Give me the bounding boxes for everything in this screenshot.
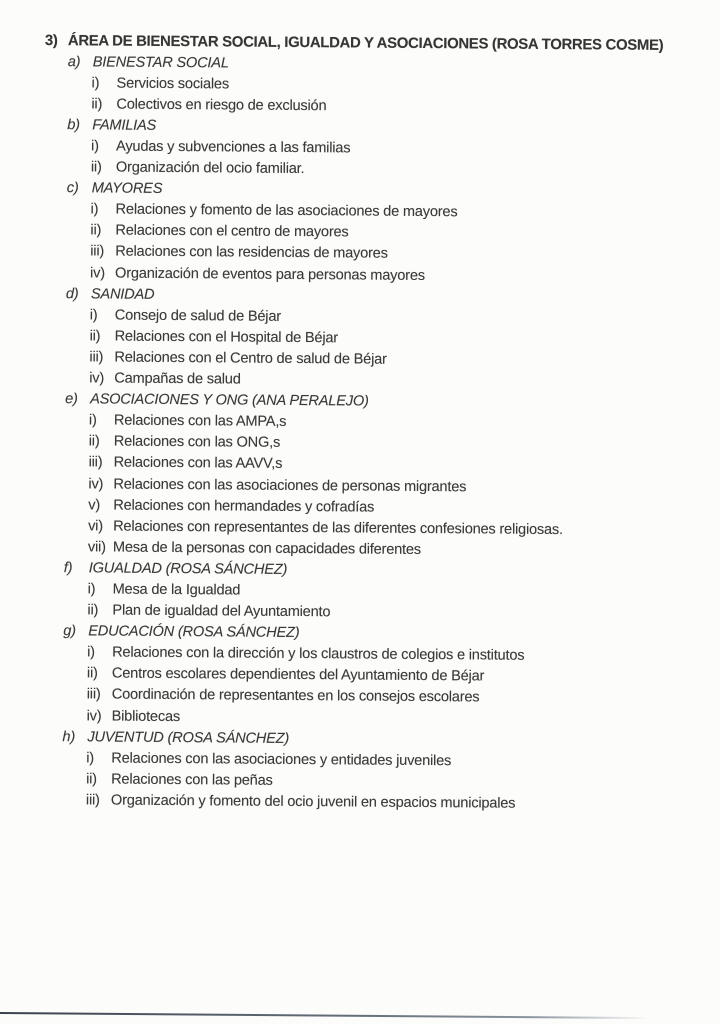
section-heading: IGUALDAD (ROSA SÁNCHEZ): [88, 560, 288, 578]
item-text: Relaciones con la dirección y los claustros de colegios e institutos: [112, 644, 525, 665]
item-text: Relaciones con el Hospital de Béjar: [114, 328, 339, 347]
item-text: Organización y fomento del ocio juvenil en espacios municipales: [110, 792, 516, 812]
section-letter: h): [62, 728, 76, 745]
item-text: Ayudas y subvenciones a las familias: [116, 138, 351, 157]
item-numeral: iii): [85, 792, 100, 809]
item-text: Organización del ocio familiar.: [115, 159, 305, 178]
item-numeral: i): [87, 644, 95, 661]
section-letter: g): [63, 623, 76, 640]
outline-heading-title: ÁREA DE BIENESTAR SOCIAL, IGUALDAD Y ASOCIACIONES (ROSA TORRES COSME): [67, 32, 664, 54]
section-heading: JUVENTUD (ROSA SÁNCHEZ): [87, 728, 290, 747]
outline-list: [39, 30, 685, 815]
item-numeral: ii): [86, 665, 98, 682]
section-letter: b): [67, 117, 80, 134]
item-text: Relaciones con representantes de las diferentes confesiones religiosas.: [113, 518, 563, 538]
section-letter: f): [63, 560, 73, 577]
item-numeral: v): [88, 496, 101, 514]
item-numeral: iii): [90, 243, 105, 260]
item-numeral: i): [88, 412, 97, 429]
item-numeral: ii): [88, 433, 100, 450]
item-text: Mesa de la Igualdad: [112, 581, 241, 599]
item-numeral: iii): [86, 686, 101, 703]
item-text: Plan de igualdad del Ayuntamiento: [112, 602, 331, 621]
item-numeral: iv): [88, 475, 104, 492]
section-heading: EDUCACIÓN (ROSA SÁNCHEZ): [88, 623, 300, 642]
section-heading: MAYORES: [91, 180, 163, 198]
item-text: Relaciones con el centro de mayores: [115, 222, 349, 241]
item-numeral: iv): [90, 264, 105, 282]
section-letter: a): [67, 53, 81, 70]
item-numeral: ii): [86, 771, 97, 788]
scanner-edge-artifact: [0, 1012, 662, 1019]
item-text: Consejo de salud de Béjar: [114, 307, 282, 325]
item-text: Relaciones con hermandades y cofradías: [113, 497, 375, 516]
item-numeral: i): [91, 138, 99, 155]
item-text: Relaciones con las asociaciones y entidades juveniles: [111, 750, 452, 769]
item-text: Servicios sociales: [116, 75, 230, 93]
item-text: Relaciones con las peñas: [111, 771, 273, 789]
item-text: Relaciones con las ONG,s: [113, 433, 281, 452]
item-numeral: vii): [87, 539, 106, 556]
item-numeral: i): [89, 307, 98, 324]
item-text: Relaciones y fomento de las asociaciones de mayores: [115, 201, 458, 221]
section-letter: e): [65, 391, 78, 408]
item-row: [39, 789, 679, 815]
item-text: Centros escolares dependientes del Ayuntamiento de Béjar: [111, 665, 485, 685]
item-numeral: iii): [88, 454, 103, 471]
item-numeral: ii): [90, 159, 102, 176]
item-text: Relaciones con las AAVV,s: [113, 454, 283, 473]
item-text: Campañas de salud: [114, 370, 241, 388]
item-text: Relaciones con el Centro de salud de Béjar: [114, 349, 387, 368]
item-numeral: iv): [89, 370, 105, 387]
section-letter: c): [66, 180, 79, 197]
item-text: Relaciones con las residencias de mayores: [115, 244, 388, 263]
item-numeral: i): [90, 201, 99, 218]
item-numeral: iii): [89, 349, 104, 366]
item-text: Relaciones con las asociaciones de personas migrantes: [113, 476, 467, 495]
item-numeral: i): [86, 750, 95, 767]
section-heading: ASOCIACIONES Y ONG (ANA PERALEJO): [90, 391, 369, 410]
item-numeral: vi): [88, 518, 103, 535]
item-numeral: ii): [90, 222, 102, 239]
item-text: Organización de eventos para personas mayores: [115, 265, 425, 284]
item-text: Relaciones con las AMPA,s: [113, 412, 287, 431]
item-numeral: ii): [87, 602, 99, 619]
outline-heading-number: 3): [44, 32, 58, 49]
item-text: Colectivos en riesgo de exclusión: [116, 96, 327, 115]
item-text: Mesa de la personas con capacidades diferentes: [112, 539, 422, 558]
section-letter: d): [65, 285, 79, 302]
item-text: Bibliotecas: [111, 708, 181, 725]
section-heading: BIENESTAR SOCIAL: [92, 54, 229, 72]
item-text: Coordinación de representantes en los consejos escolares: [111, 686, 480, 706]
section-heading: SANIDAD: [90, 286, 155, 303]
item-numeral: ii): [91, 96, 103, 113]
section-heading: FAMILIAS: [92, 117, 157, 134]
item-numeral: iv): [86, 707, 102, 725]
item-numeral: i): [91, 75, 100, 92]
item-numeral: ii): [89, 328, 101, 345]
item-numeral: i): [87, 581, 96, 598]
